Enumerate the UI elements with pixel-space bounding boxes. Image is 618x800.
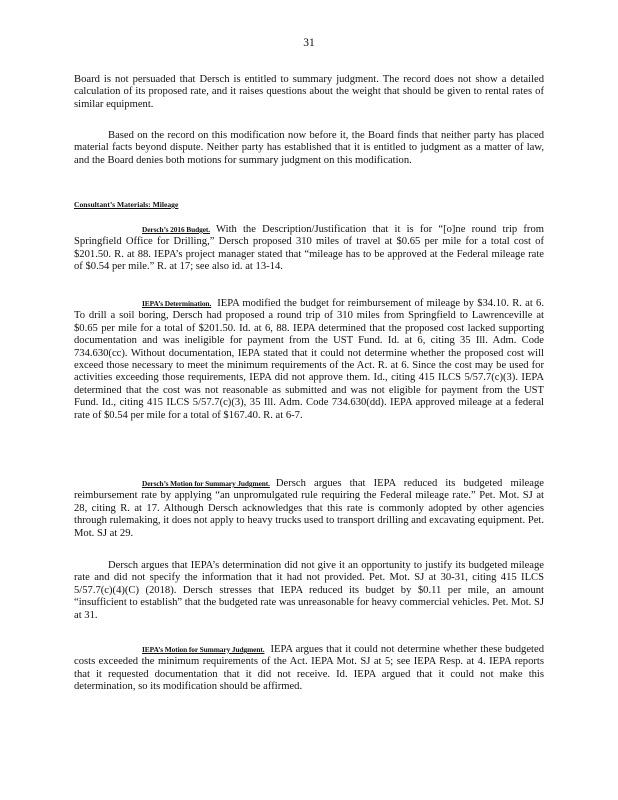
section-paragraph bbox=[74, 224, 544, 274]
subsection-heading: Dersch’s Motion for Summary Judgment. bbox=[142, 479, 270, 488]
paragraph bbox=[74, 74, 544, 111]
paragraph-text: Based on the record on this modification now before it, the Board finds that neither party has placed material facts beyond dispute. Neither party has established that it is entitled to judgment as a matter of law, and the Board denies both motions for summary judgment on this modification. bbox=[74, 130, 544, 166]
section-paragraph bbox=[74, 298, 544, 422]
subsection-heading: Dersch’s 2016 Budget. bbox=[142, 225, 211, 234]
paragraph-text: With the Description/Justification that it is for “[o]ne round trip from Springfield Office for Drilling,” Dersch proposed 310 miles of travel at $0.65 per mile for a total cost of $201.50. R. at 88. IEPA’s project manager stated that “mileage has to be approved at the Federal mileage rate of $0.54 per mile.” R. at 17; see also id. at 13-14. bbox=[74, 224, 544, 273]
subsection-heading: IEPA’s Motion for Summary Judgment. bbox=[142, 645, 265, 654]
subsection-heading: IEPA’s Determination. bbox=[142, 299, 212, 308]
paragraph-text: Board is not persuaded that Dersch is entitled to summary judgment. The record does not show a detailed calculation of its proposed rate, and it raises questions about the weight that should be given to rental rates of similar equipment. bbox=[74, 74, 544, 110]
paragraph-text: Dersch argues that IEPA’s determination did not give it an opportunity to justify its budgeted mileage rate and did not specify the information that it had not provided. Pet. Mot. SJ at 30-31, citing 415 ILCS 5/57.7(c)(4)(C) (2018). Dersch stresses that IEPA reduced its budget by $0.11 per mile, an amount “insufficient to establish” that the budgeted rate was unreasonable for heavy commercial vehicles. Pet. Mot. SJ at 31. bbox=[74, 560, 544, 621]
paragraph bbox=[74, 130, 544, 167]
section-paragraph bbox=[74, 478, 544, 540]
paragraph-text: IEPA argues that it could not determine whether these budgeted costs exceeded the minimum requirements of the Act. IEPA Mot. SJ at 5; see IEPA Resp. at 4. IEPA reports that it requested documentation that it did not receive. Id. IEPA argued that it could not make this determination, so its modification should be affirmed. bbox=[74, 644, 544, 693]
page-number: 31 bbox=[303, 37, 315, 49]
section-paragraph bbox=[74, 560, 544, 622]
section-paragraph bbox=[74, 644, 544, 694]
paragraph-text: IEPA modified the budget for reimbursement of mileage by $34.10. R. at 6. To drill a soil boring, Dersch had proposed a round trip of 310 miles from Springfield to Lawrenceville at $0.65 per mile for a total of $201.50. Id. at 6, 88. IEPA determined that the proposed cost lacked supporting documentation and was ineligible for payment from the UST Fund. Id. at 6, citing 35 Ill. Adm. Code 734.630(cc). Without documentation, IEPA stated that it could not determine whether the proposed cost will exceed those necessary to meet the minimum requirements of the Act. R. at 6. Since the cost may be used for activities exceeding those requirements, IEPA did not approve them. Id., citing 415 ILCS 5/57.7(c)(3). IEPA determined that the cost was not reasonable as submitted and was not eligible for payment from the UST Fund. Id., citing 415 ILCS 5/57.7(c)(3), 35 Ill. Adm. Code 734.630(dd). IEPA approved mileage at a federal rate of $0.54 per mile for a total of $167.40. R. at 6-7. bbox=[74, 298, 544, 421]
section-heading: Consultant’s Materials: Mileage bbox=[74, 200, 179, 209]
paragraph-text: Dersch argues that IEPA reduced its budgeted mileage reimbursement rate by applying “an unpromulgated rule requiring the Federal mileage rate.” Pet. Mot. SJ at 28, citing R. at 17. Although Dersch acknowledges that this rate is commonly adopted by other agencies through rulemaking, it does not apply to heavy trucks used to transport drilling and excavating equipment. Pet. Mot. SJ at 29. bbox=[74, 478, 544, 539]
